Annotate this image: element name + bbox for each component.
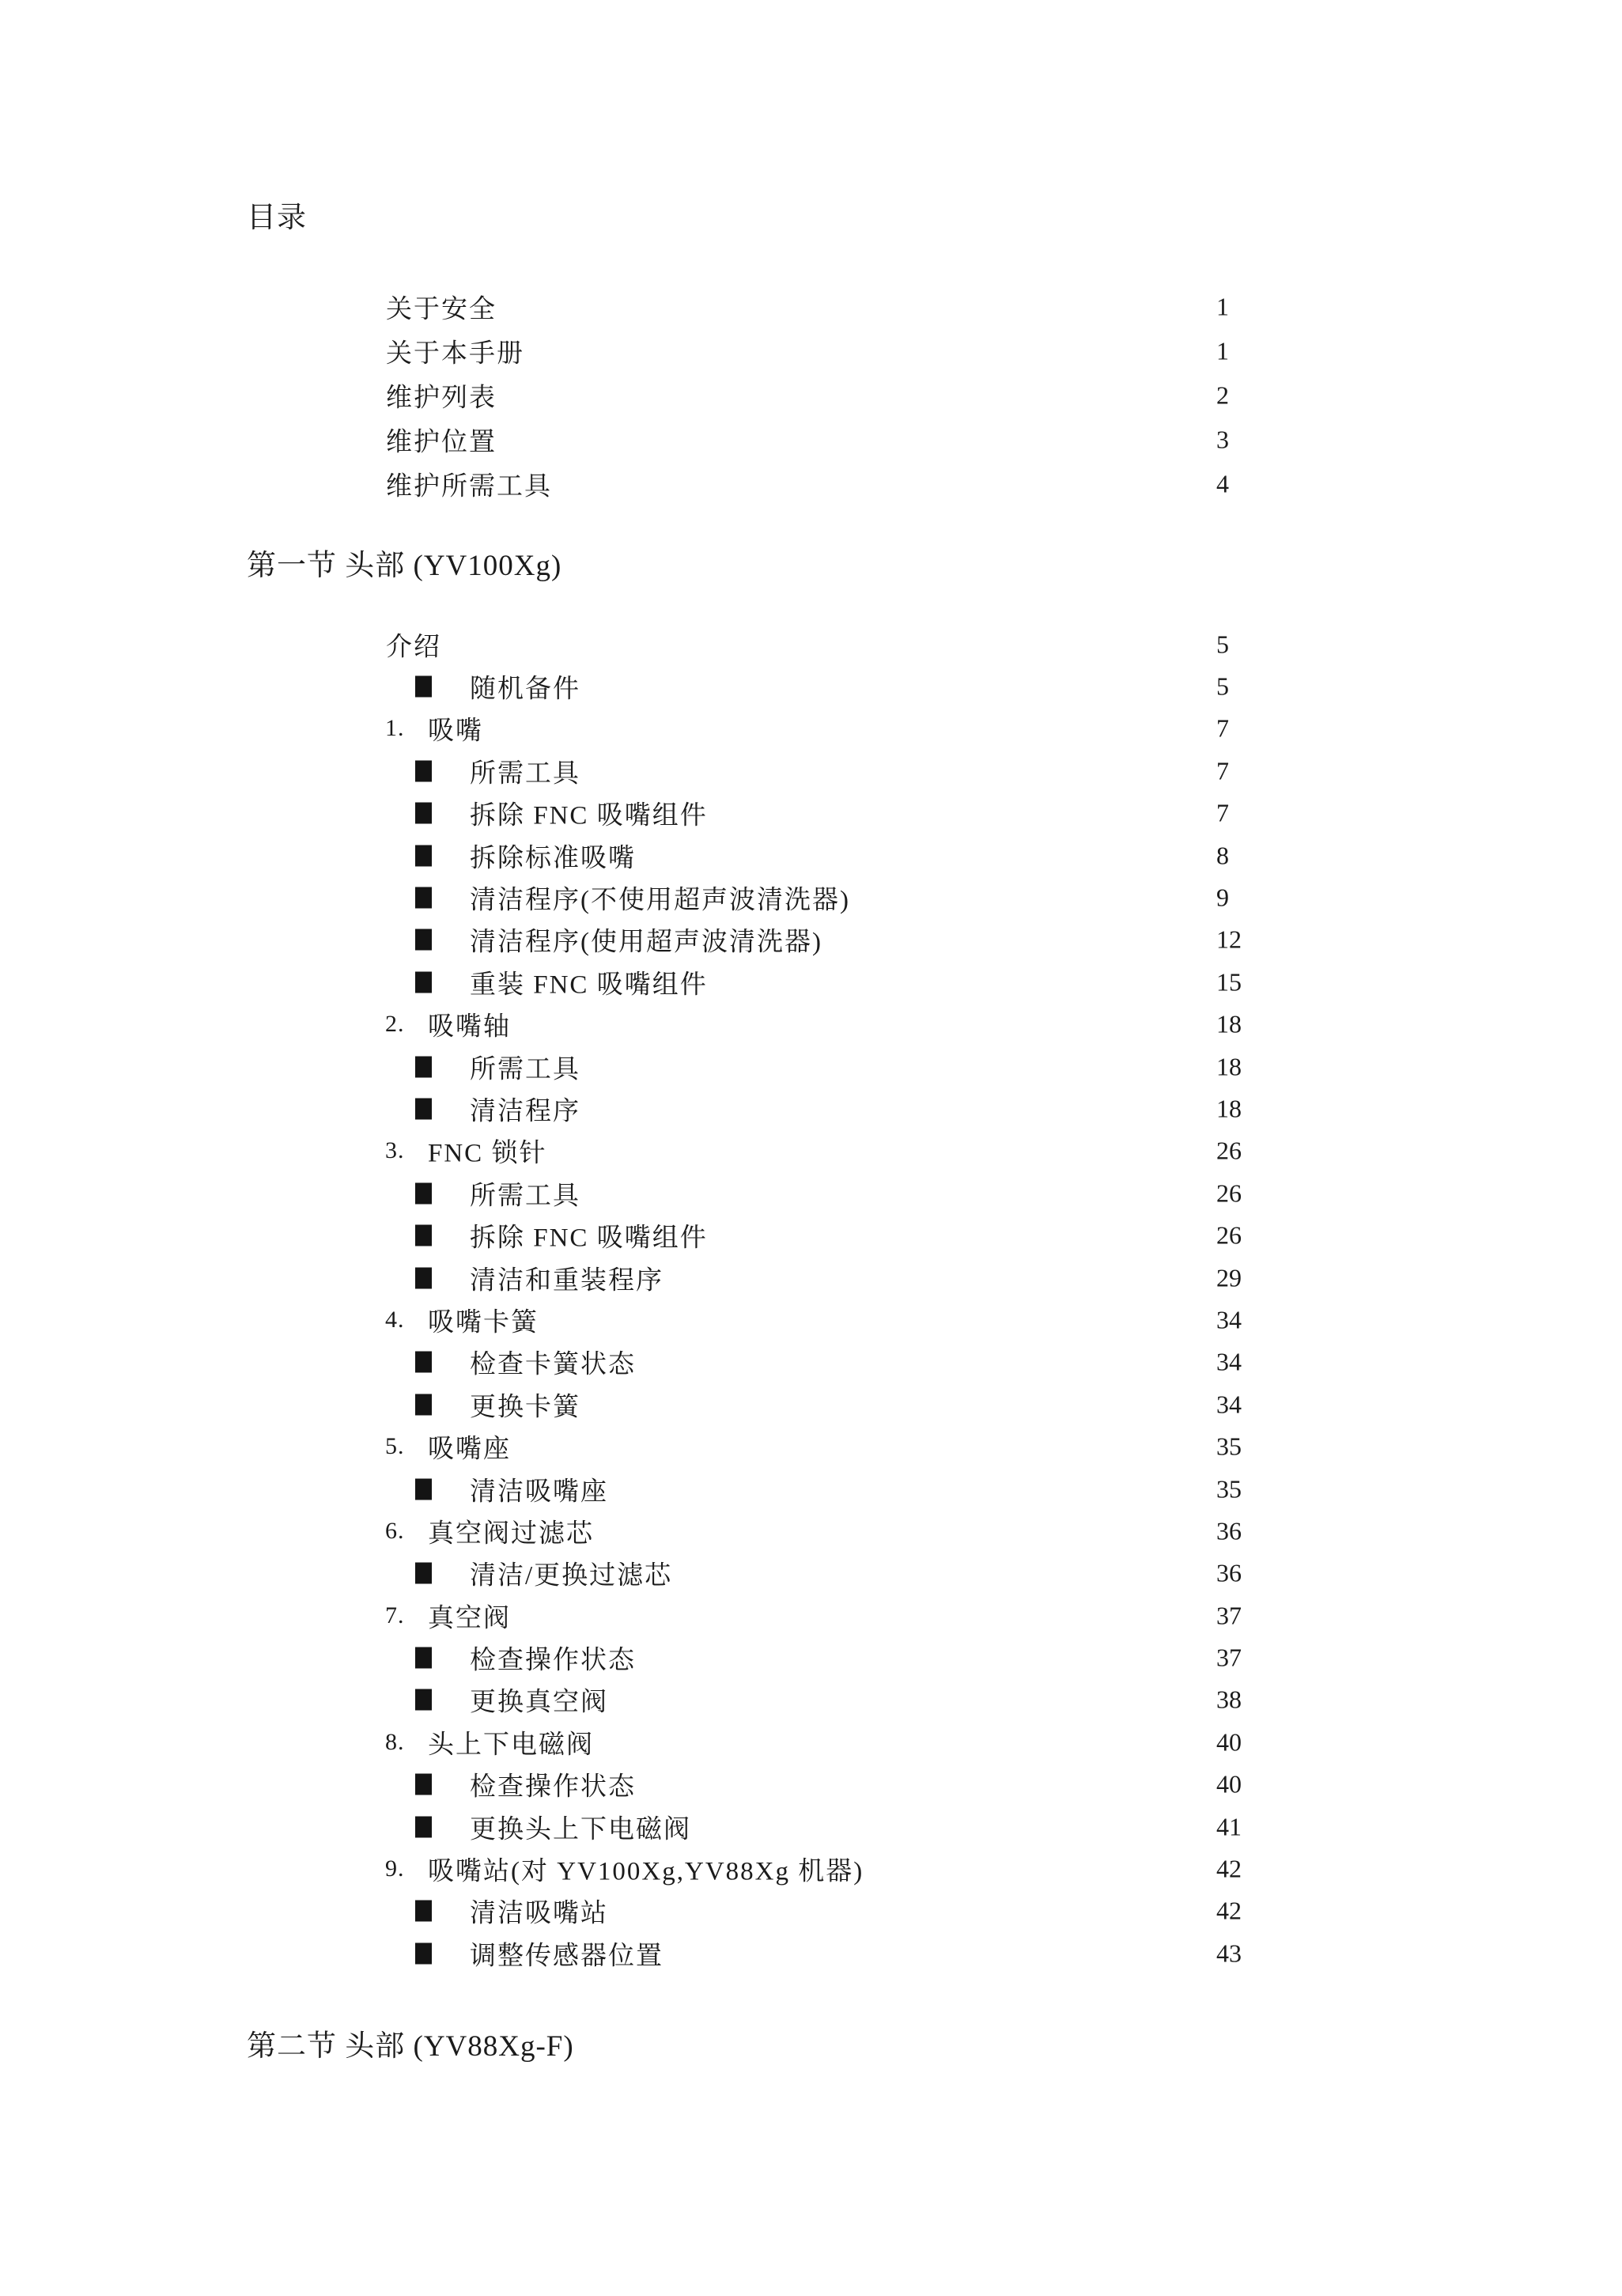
square-bullet-icon <box>415 1352 432 1373</box>
square-bullet-icon <box>415 971 432 993</box>
toc-entry-page-number: 26 <box>1216 1136 1242 1165</box>
toc-entry-label: 吸嘴站(对 YV100Xg,YV88Xg 机器) <box>428 1857 864 1886</box>
toc-entry-label: 头上下电磁阀 <box>428 1731 594 1760</box>
toc-entry <box>385 1721 1297 1763</box>
toc-entry-page-number: 3 <box>1216 425 1229 454</box>
toc-entry-label: 所需工具 <box>470 1055 580 1084</box>
toc-entry-page-number: 18 <box>1216 1094 1242 1123</box>
square-bullet-icon <box>415 1901 432 1922</box>
toc-entry-page-number: 37 <box>1216 1643 1242 1672</box>
square-bullet-icon <box>415 760 432 781</box>
toc-entry <box>385 1172 1297 1214</box>
toc-entry-page-number: 5 <box>1216 671 1229 701</box>
toc-entry-label: 检查卡簧状态 <box>470 1350 636 1379</box>
toc-entry <box>385 1468 1297 1510</box>
square-bullet-icon <box>415 1394 432 1415</box>
toc-entry-label: 真空阀 <box>428 1604 511 1633</box>
toc-entry <box>385 285 1297 329</box>
toc-title: 目录 <box>247 202 307 234</box>
toc-entry-label: 检查操作状态 <box>470 1646 636 1675</box>
toc-entry-page-number: 36 <box>1216 1558 1242 1587</box>
square-bullet-icon <box>415 1563 432 1584</box>
toc-entry-page-number: 34 <box>1216 1390 1242 1419</box>
toc-entry-number: 3. <box>385 1137 405 1164</box>
toc-entry-page-number: 35 <box>1216 1474 1242 1503</box>
square-bullet-icon <box>415 1942 432 1964</box>
toc-entry-label: 拆除 FNC 吸嘴组件 <box>470 801 708 830</box>
toc-entry-page-number: 2 <box>1216 380 1229 410</box>
toc-entry <box>385 1425 1297 1467</box>
toc-entry <box>385 1510 1297 1552</box>
toc-entry-label: 吸嘴 <box>428 717 483 746</box>
toc-entry-page-number: 41 <box>1216 1812 1242 1841</box>
toc-entry-page-number: 7 <box>1216 713 1229 743</box>
front-matter-toc-list <box>385 285 1297 506</box>
toc-entry-label: 维护位置 <box>386 428 497 457</box>
toc-entry-label: 清洁和重装程序 <box>470 1266 664 1296</box>
toc-entry-label: FNC 锁针 <box>428 1139 547 1168</box>
toc-entry-label: 关于安全 <box>386 295 497 324</box>
toc-entry <box>385 1553 1297 1594</box>
toc-entry <box>385 373 1297 418</box>
toc-entry-page-number: 15 <box>1216 967 1242 997</box>
toc-entry <box>385 834 1297 876</box>
toc-entry-number: 7. <box>385 1602 405 1628</box>
toc-entry-number: 2. <box>385 1011 405 1038</box>
toc-entry-page-number: 43 <box>1216 1939 1242 1968</box>
toc-entry-label: 吸嘴轴 <box>428 1012 511 1042</box>
toc-entry-page-number: 7 <box>1216 756 1229 785</box>
toc-entry-page-number: 26 <box>1216 1178 1242 1208</box>
toc-entry-label: 吸嘴座 <box>428 1435 511 1464</box>
toc-entry <box>385 1764 1297 1806</box>
toc-entry-label: 更换真空阀 <box>470 1688 608 1717</box>
toc-entry-label: 所需工具 <box>470 759 580 789</box>
toc-entry-page-number: 38 <box>1216 1685 1242 1714</box>
square-bullet-icon <box>415 803 432 824</box>
toc-entry-label: 清洁程序(使用超声波清洗器) <box>470 928 822 957</box>
square-bullet-icon <box>415 1056 432 1077</box>
toc-entry-page-number: 9 <box>1216 883 1229 912</box>
toc-entry <box>385 1214 1297 1256</box>
toc-entry <box>385 1848 1297 1889</box>
toc-entry-page-number: 4 <box>1216 469 1229 498</box>
toc-entry <box>385 1932 1297 1974</box>
toc-entry-label: 所需工具 <box>470 1182 580 1211</box>
toc-entry-page-number: 42 <box>1216 1896 1242 1925</box>
toc-entry-page-number: 5 <box>1216 630 1229 659</box>
toc-entry-label: 介绍 <box>386 633 441 662</box>
toc-entry <box>385 1806 1297 1848</box>
toc-entry-page-number: 26 <box>1216 1220 1242 1250</box>
toc-entry-label: 调整传感器位置 <box>470 1942 664 1971</box>
toc-entry-label: 拆除 FNC 吸嘴组件 <box>470 1224 708 1253</box>
toc-entry-label: 检查操作状态 <box>470 1772 636 1802</box>
toc-entry-label: 更换头上下电磁阀 <box>470 1815 691 1844</box>
square-bullet-icon <box>415 1098 432 1119</box>
square-bullet-icon <box>415 1774 432 1795</box>
square-bullet-icon <box>415 1816 432 1837</box>
square-bullet-icon <box>415 929 432 951</box>
toc-entry-label: 关于本手册 <box>386 339 524 369</box>
toc-entry-page-number: 1 <box>1216 336 1229 365</box>
toc-entry-label: 清洁吸嘴站 <box>470 1899 608 1928</box>
toc-entry <box>385 876 1297 918</box>
toc-entry-label: 清洁程序 <box>470 1097 580 1126</box>
toc-entry <box>385 1046 1297 1087</box>
square-bullet-icon <box>415 1689 432 1711</box>
toc-entry <box>385 1341 1297 1383</box>
toc-entry-label: 更换卡簧 <box>470 1393 580 1422</box>
toc-entry-page-number: 40 <box>1216 1727 1242 1757</box>
toc-entry-label: 清洁/更换过滤芯 <box>470 1561 673 1591</box>
toc-entry-page-number: 35 <box>1216 1432 1242 1461</box>
toc-entry-page-number: 1 <box>1216 292 1229 321</box>
toc-entry <box>385 961 1297 1003</box>
square-bullet-icon <box>415 1267 432 1288</box>
section1-heading: 第一节 头部 (YV100Xg) <box>247 550 562 582</box>
toc-entry-label: 维护所需工具 <box>386 472 552 501</box>
toc-entry-page-number: 7 <box>1216 798 1229 827</box>
toc-entry-label: 重装 FNC 吸嘴组件 <box>470 970 708 1000</box>
square-bullet-icon <box>415 887 432 909</box>
toc-entry <box>385 1087 1297 1129</box>
toc-entry-number: 9. <box>385 1855 405 1882</box>
toc-entry-page-number: 37 <box>1216 1601 1242 1630</box>
toc-entry-number: 8. <box>385 1728 405 1755</box>
toc-entry-page-number: 34 <box>1216 1347 1242 1376</box>
toc-entry <box>385 919 1297 961</box>
toc-entry <box>385 418 1297 462</box>
toc-entry-page-number: 12 <box>1216 925 1242 954</box>
toc-entry <box>385 708 1297 750</box>
toc-entry-label: 吸嘴卡簧 <box>428 1308 539 1337</box>
toc-entry-label: 清洁程序(不使用超声波清洗器) <box>470 886 850 915</box>
toc-entry-label: 清洁吸嘴座 <box>470 1477 608 1506</box>
toc-entry-number: 5. <box>385 1433 405 1460</box>
toc-entry <box>385 623 1297 665</box>
section2-heading: 第二节 头部 (YV88Xg-F) <box>247 2030 574 2063</box>
toc-entry-page-number: 34 <box>1216 1305 1242 1334</box>
toc-entry-page-number: 8 <box>1216 841 1229 870</box>
toc-entry-page-number: 18 <box>1216 1009 1242 1038</box>
toc-entry <box>385 1594 1297 1636</box>
toc-entry <box>385 665 1297 707</box>
toc-entry-number: 1. <box>385 715 405 742</box>
square-bullet-icon <box>415 845 432 866</box>
toc-entry-label: 随机备件 <box>470 675 580 704</box>
toc-entry-label: 拆除标准吸嘴 <box>470 844 636 873</box>
toc-entry <box>385 462 1297 506</box>
toc-entry-page-number: 40 <box>1216 1769 1242 1799</box>
square-bullet-icon <box>415 1225 432 1246</box>
toc-entry-page-number: 29 <box>1216 1263 1242 1292</box>
toc-entry-number: 6. <box>385 1517 405 1544</box>
toc-entry-page-number: 42 <box>1216 1854 1242 1883</box>
toc-entry <box>385 1130 1297 1172</box>
square-bullet-icon <box>415 676 432 698</box>
toc-entry <box>385 750 1297 792</box>
toc-entry <box>385 1004 1297 1046</box>
toc-entry-label: 维护列表 <box>386 384 497 413</box>
toc-entry <box>385 1636 1297 1678</box>
toc-entry <box>385 1299 1297 1341</box>
toc-entry <box>385 792 1297 834</box>
toc-entry <box>385 1383 1297 1425</box>
toc-entry-page-number: 36 <box>1216 1516 1242 1545</box>
toc-entry-page-number: 18 <box>1216 1052 1242 1081</box>
toc-entry-number: 4. <box>385 1306 405 1333</box>
square-bullet-icon <box>415 1647 432 1669</box>
toc-entry <box>385 1679 1297 1721</box>
square-bullet-icon <box>415 1478 432 1500</box>
toc-entry-label: 真空阀过滤芯 <box>428 1519 594 1549</box>
toc-entry <box>385 1890 1297 1932</box>
toc-entry <box>385 329 1297 373</box>
square-bullet-icon <box>415 1182 432 1204</box>
section1-toc-list <box>385 623 1297 1975</box>
toc-entry <box>385 1257 1297 1299</box>
